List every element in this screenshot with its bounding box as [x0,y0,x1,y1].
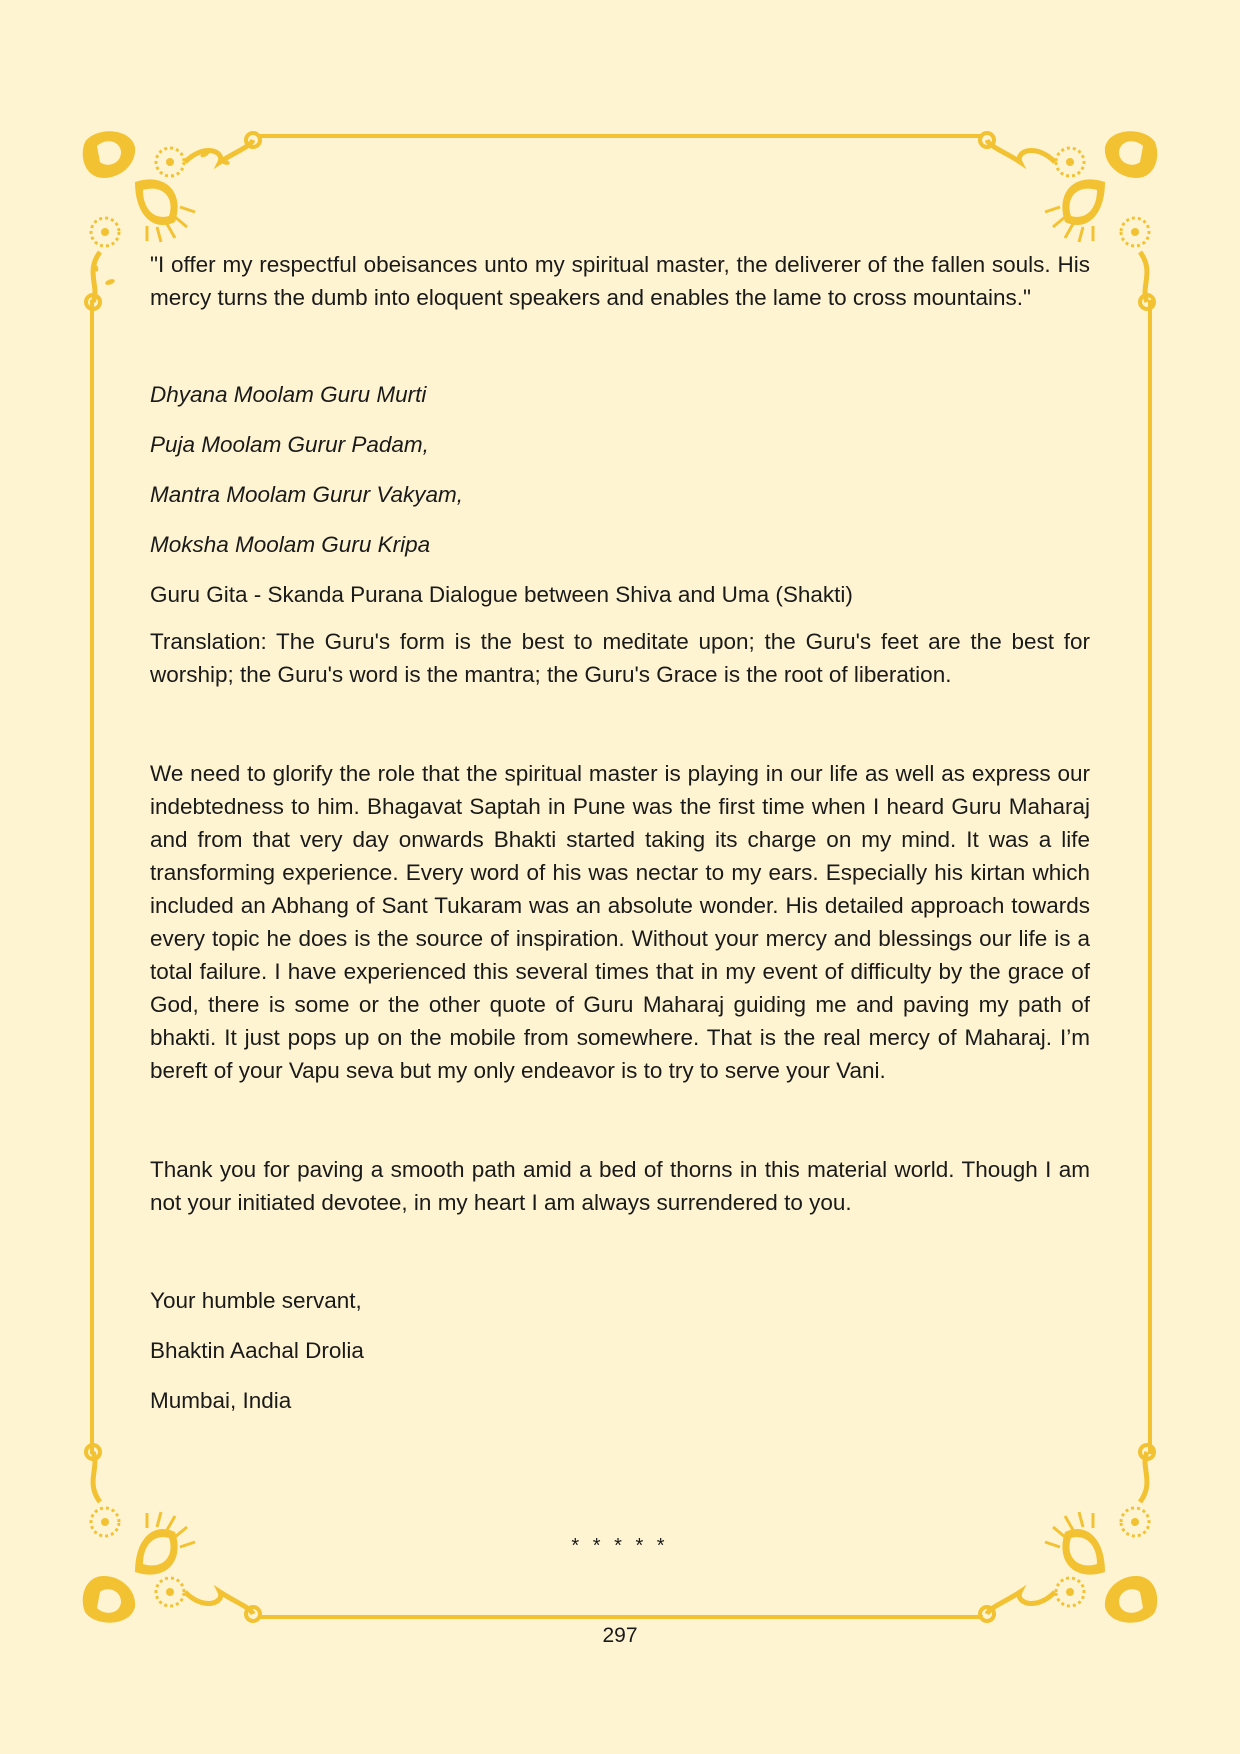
section-divider: * * * * * [571,1535,669,1557]
verse-line: Mantra Moolam Gurur Vakyam, [150,482,464,507]
body-paragraph: We need to glorify the role that the spiritual master is playing in our life as well as express our indebtedness to him. Bhagavat Saptah in Pune was the first time when I heard Guru Maharaj and from that very day onwards Bhakti started taking its charge on my mind. It was a life transforming experience. Every word of his was nectar to my ears. Especially his kirtan which included an Abhang of Sant Tukaram was an absolute wonder. His detailed approach towards every topic he does is the source of inspiration. Without your mercy and blessings our life is a total failure. I have experienced this several times that in my event of difficulty by the grace of God, there is some or the other quote of Guru Maharaj guiding me and paving my path of bhakti. It just pops up on the mobile from somewhere. That is the real mercy of Maharaj. I’m bereft of your Vapu seva but my only endeavor is to try to serve your Vani. [150,761,1090,1083]
page-number: 297 [602,1624,638,1647]
opening-quote: "I offer my respectful obeisances unto my spiritual master, the deliverer of the fallen souls. His mercy turns the dumb into eloquent speakers and enables the lame to cross mountains." [150,252,1090,310]
verse-line: Dhyana Moolam Guru Murti [150,382,427,407]
verse-source: Guru Gita - Skanda Purana Dialogue between Shiva and Uma (Shakti) [150,582,853,607]
signoff-name: Bhaktin Aachal Drolia [150,1338,364,1363]
thanks-paragraph: Thank you for paving a smooth path amid a bed of thorns in this material world. Though I am not your initiated devotee, in my heart I am always surrendered to you. [150,1157,1090,1215]
frame-left-border [90,300,94,1454]
page-content [150,248,1090,1434]
signoff-location: Mumbai, India [150,1388,292,1413]
signoff-closing: Your humble servant, [150,1288,362,1313]
verse-line: Moksha Moolam Guru Kripa [150,532,431,557]
signoff [150,1284,1090,1417]
sanskrit-verse [150,378,1090,561]
verse-translation: Translation: The Guru's form is the best to meditate upon; the Guru's feet are the best for worship; the Guru's word is the mantra; the Guru's Grace is the root of liberation. [150,629,1090,687]
frame-top-border [258,134,983,138]
frame-right-border [1148,300,1152,1454]
frame-bottom-border [258,1615,983,1619]
verse-line: Puja Moolam Gurur Padam, [150,432,429,457]
